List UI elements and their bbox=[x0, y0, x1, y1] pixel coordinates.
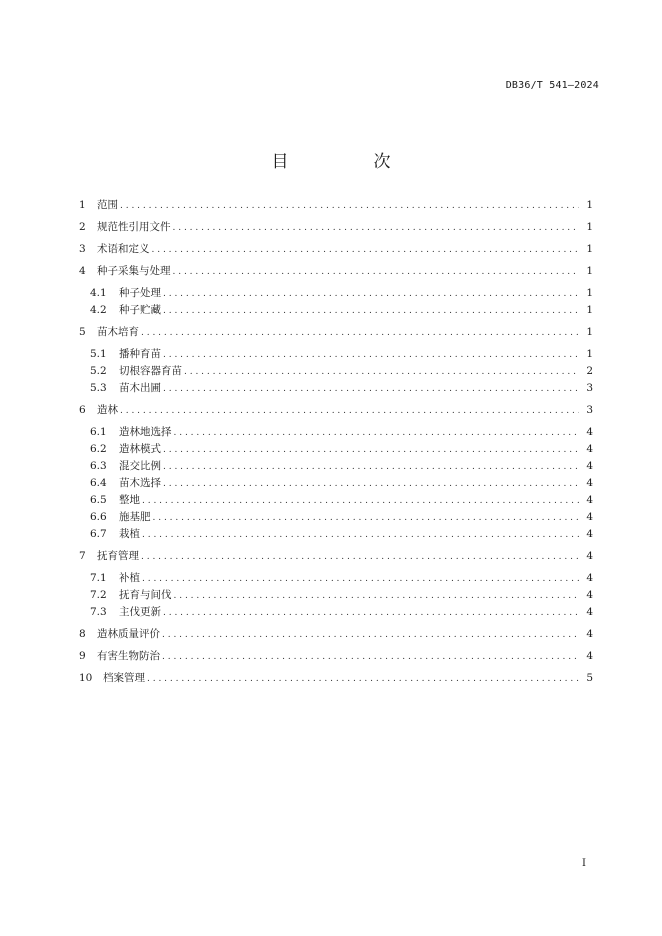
toc-entry[interactable] bbox=[90, 588, 593, 602]
toc-entry-label: 造林质量评价 bbox=[97, 628, 160, 640]
toc-entry[interactable] bbox=[79, 403, 593, 417]
toc-entry-number: 7 bbox=[79, 550, 86, 562]
toc-entry-number: 1 bbox=[79, 199, 86, 211]
toc-entry-label: 种子处理 bbox=[119, 287, 161, 299]
toc-entry-number: 8 bbox=[79, 628, 86, 640]
toc-dot-leader bbox=[163, 348, 579, 362]
toc-entry[interactable] bbox=[79, 242, 593, 256]
toc-dot-leader bbox=[152, 243, 580, 257]
toc-entry-page: 4 bbox=[586, 572, 593, 584]
toc-dot-leader bbox=[173, 221, 580, 235]
toc-dot-leader bbox=[163, 287, 579, 301]
toc-entry-page: 3 bbox=[586, 404, 593, 416]
toc-entry[interactable] bbox=[90, 510, 593, 524]
toc-entry-number: 6 bbox=[79, 404, 86, 416]
toc-entry[interactable] bbox=[90, 347, 593, 361]
toc-dot-leader bbox=[163, 606, 579, 620]
toc-entry-number: 7.3 bbox=[90, 606, 107, 618]
toc-entry-page: 4 bbox=[586, 550, 593, 562]
toc-entry-label: 范围 bbox=[97, 199, 118, 211]
toc-entry-page: 1 bbox=[586, 265, 593, 277]
toc-dot-leader bbox=[142, 528, 579, 542]
toc-entry-page: 1 bbox=[586, 199, 593, 211]
toc-dot-leader bbox=[120, 404, 579, 418]
toc-entry-number: 6.6 bbox=[90, 511, 107, 523]
toc-entry-page: 1 bbox=[586, 243, 593, 255]
toc-entry[interactable] bbox=[79, 627, 593, 641]
toc-entry[interactable] bbox=[90, 425, 593, 439]
toc-entry[interactable] bbox=[79, 549, 593, 563]
toc-entry-label: 造林 bbox=[97, 404, 118, 416]
toc-entry-number: 7.1 bbox=[90, 572, 107, 584]
toc-entry-page: 4 bbox=[586, 589, 593, 601]
toc-dot-leader bbox=[162, 628, 579, 642]
toc-dot-leader bbox=[173, 265, 580, 279]
toc-entry-number: 5.1 bbox=[90, 348, 107, 360]
toc-entry[interactable] bbox=[79, 325, 593, 339]
toc-entry-number: 6.1 bbox=[90, 426, 107, 438]
toc-entry-number: 4 bbox=[79, 265, 86, 277]
page-number: I bbox=[582, 858, 586, 869]
toc-entry-number: 3 bbox=[79, 243, 86, 255]
toc-entry-label: 档案管理 bbox=[103, 672, 145, 684]
toc-entry-number: 6.7 bbox=[90, 528, 107, 540]
toc-entry-number: 5 bbox=[79, 326, 86, 338]
toc-entry-label: 主伐更新 bbox=[119, 606, 161, 618]
toc-entry-page: 1 bbox=[586, 304, 593, 316]
toc-dot-leader bbox=[120, 199, 579, 213]
toc-entry-label: 切根容器育苗 bbox=[119, 365, 182, 377]
toc-entry[interactable] bbox=[90, 286, 593, 300]
toc-entry-number: 6.3 bbox=[90, 460, 107, 472]
toc-entry-label: 规范性引用文件 bbox=[97, 221, 171, 233]
toc-entry-page: 1 bbox=[586, 221, 593, 233]
toc-dot-leader bbox=[163, 477, 579, 491]
toc-entry-page: 1 bbox=[586, 348, 593, 360]
toc-dot-leader bbox=[163, 304, 579, 318]
toc-entry-page: 1 bbox=[586, 287, 593, 299]
toc-entry-number: 4.2 bbox=[90, 304, 107, 316]
toc-entry[interactable] bbox=[90, 476, 593, 490]
toc-entry-number: 6.5 bbox=[90, 494, 107, 506]
toc-dot-leader bbox=[162, 650, 579, 664]
toc-entry[interactable] bbox=[90, 442, 593, 456]
toc-entry-page: 2 bbox=[586, 365, 593, 377]
toc-entry-number: 6.4 bbox=[90, 477, 107, 489]
toc-dot-leader bbox=[141, 326, 579, 340]
toc-entry-label: 种子采集与处理 bbox=[97, 265, 171, 277]
toc-entry[interactable] bbox=[79, 220, 593, 234]
standard-code: DB36/T 541—2024 bbox=[505, 80, 599, 91]
toc-entry-label: 混交比例 bbox=[119, 460, 161, 472]
toc-entry-page: 4 bbox=[586, 443, 593, 455]
toc-entry-page: 4 bbox=[586, 426, 593, 438]
toc-entry[interactable] bbox=[90, 493, 593, 507]
toc-entry-label: 整地 bbox=[119, 494, 140, 506]
toc-entry-number: 5.3 bbox=[90, 382, 107, 394]
toc-entry[interactable] bbox=[90, 605, 593, 619]
toc-entry-label: 造林模式 bbox=[119, 443, 161, 455]
toc-entry-number: 2 bbox=[79, 221, 86, 233]
toc-entry-label: 苗木培育 bbox=[97, 326, 139, 338]
toc-entry[interactable] bbox=[79, 264, 593, 278]
toc-dot-leader bbox=[141, 550, 579, 564]
toc-entry[interactable] bbox=[90, 364, 593, 378]
toc-entry-number: 6.2 bbox=[90, 443, 107, 455]
toc-entry-label: 抚育与间伐 bbox=[119, 589, 172, 601]
toc-entry[interactable] bbox=[79, 198, 593, 212]
toc-entry-page: 1 bbox=[586, 326, 593, 338]
toc-dot-leader bbox=[142, 572, 579, 586]
toc-entry-label: 造林地选择 bbox=[119, 426, 172, 438]
toc-entry[interactable] bbox=[90, 381, 593, 395]
toc-entry-page: 4 bbox=[586, 494, 593, 506]
toc-dot-leader bbox=[174, 426, 580, 440]
toc-entry-page: 4 bbox=[586, 460, 593, 472]
toc-entry-label: 苗木出圃 bbox=[119, 382, 161, 394]
toc-entry[interactable] bbox=[79, 671, 593, 685]
toc-entry[interactable] bbox=[79, 649, 593, 663]
toc-entry[interactable] bbox=[90, 527, 593, 541]
toc-dot-leader bbox=[142, 494, 579, 508]
toc-entry-page: 4 bbox=[586, 528, 593, 540]
toc-entry-label: 术语和定义 bbox=[97, 243, 150, 255]
toc-dot-leader bbox=[163, 443, 579, 457]
toc-entry-label: 种子贮藏 bbox=[119, 304, 161, 316]
toc-dot-leader bbox=[174, 589, 580, 603]
toc-entry-number: 7.2 bbox=[90, 589, 107, 601]
toc-entry-label: 补植 bbox=[119, 572, 140, 584]
toc-entry-number: 4.1 bbox=[90, 287, 107, 299]
toc-dot-leader bbox=[184, 365, 579, 379]
toc-dot-leader bbox=[153, 511, 580, 525]
toc-entry-page: 4 bbox=[586, 477, 593, 489]
toc-entry-number: 10 bbox=[79, 672, 93, 684]
toc-dot-leader bbox=[163, 460, 579, 474]
toc-entry-number: 5.2 bbox=[90, 365, 107, 377]
toc-entry-page: 4 bbox=[586, 628, 593, 640]
toc-entry[interactable] bbox=[90, 303, 593, 317]
toc-entry-label: 有害生物防治 bbox=[97, 650, 160, 662]
page-title: 目 次 bbox=[271, 152, 425, 172]
toc-entry-page: 4 bbox=[586, 511, 593, 523]
toc-entry-page: 4 bbox=[586, 606, 593, 618]
toc-entry-label: 栽植 bbox=[119, 528, 140, 540]
toc-entry-page: 3 bbox=[586, 382, 593, 394]
toc-entry-label: 播种育苗 bbox=[119, 348, 161, 360]
toc-dot-leader bbox=[163, 382, 579, 396]
toc-entry[interactable] bbox=[90, 571, 593, 585]
toc-entry-number: 9 bbox=[79, 650, 86, 662]
toc-dot-leader bbox=[147, 672, 579, 686]
toc-entry[interactable] bbox=[90, 459, 593, 473]
toc-entry-page: 4 bbox=[586, 650, 593, 662]
toc-entry-label: 抚育管理 bbox=[97, 550, 139, 562]
toc-entry-page: 5 bbox=[586, 672, 593, 684]
toc-entry-label: 苗木选择 bbox=[119, 477, 161, 489]
toc-entry-label: 施基肥 bbox=[119, 511, 151, 523]
